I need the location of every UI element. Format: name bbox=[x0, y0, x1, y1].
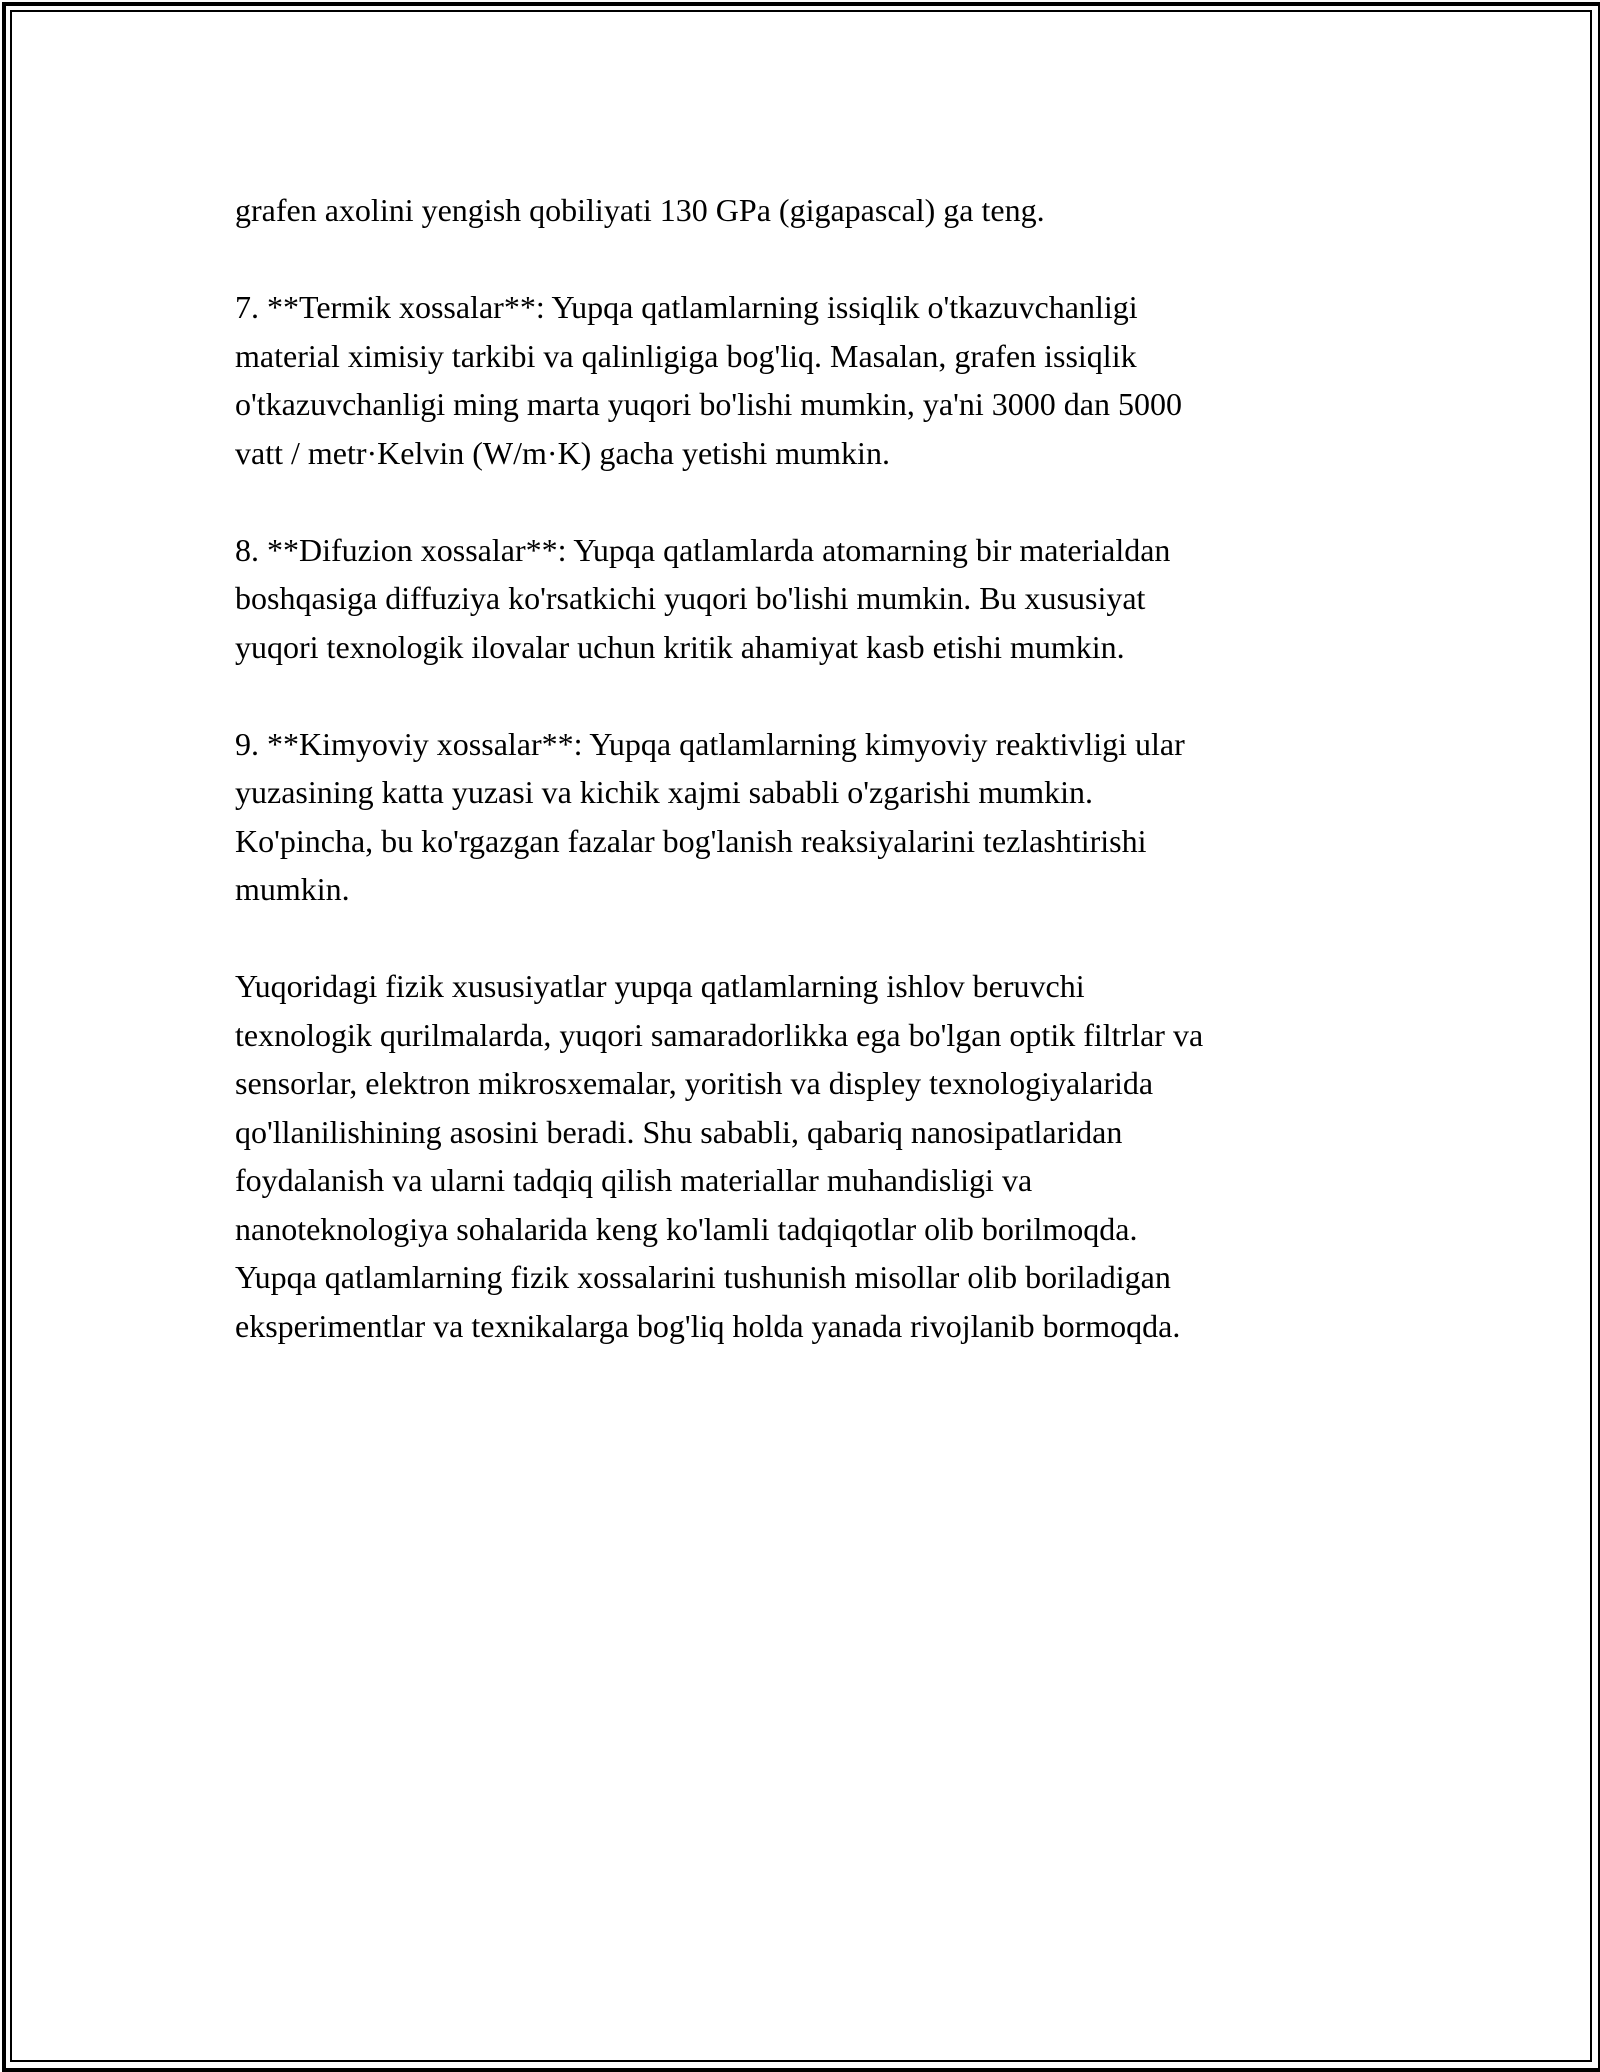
paragraph-chemical-properties: 9. **Kimyoviy xossalar**: Yupqa qatlamlarning kimyoviy reaktivligi ular yuzasining katta yuzasi va kichik xajmi sababli o'zgarishi mumkin. Ko'pincha, bu ko'rgazgan fazalar bog'lanish reaksiyalarini tezlashtirishi mumkin. bbox=[235, 725, 1185, 907]
paragraph-thermal-properties: 7. **Termik xossalar**: Yupqa qatlamlarning issiqlik o'tkazuvchanligi material ximisiy tarkibi va qalinligiga bog'liq. Masalan, grafen issiqlik o'tkazuvchanligi ming marta yuqori bo'lishi mumkin, ya'ni 3000 dan 5000 vatt / metr·Kelvin (W/m·K) gacha yetishi mumkin. bbox=[235, 289, 1182, 471]
paragraph-conclusion: Yuqoridagi fizik xususiyatlar yupqa qatlamlarning ishlov beruvchi texnologik qurilmalarda, yuqori samaradorlikka ega bo'lgan optik filtrlar va sensorlar, elektron mikrosxemalar, yoritish va displey texnologiyalarida qo'llanilishining asosini beradi. Shu sababli, qabariq nanosipatlaridan foydalanish va ularni tadqiq qilish materiallar muhandisligi va nanoteknologiya sohalarida keng ko'lamli tadqiqotlar olib borilmoqda. Yupqa qatlamlarning fizik xossalarini tushunish misollar olib boriladigan eksperimentlar va texnikalarga bog'liq holda yanada rivojlanib bormoqda. bbox=[235, 968, 1204, 1344]
document-body bbox=[235, 186, 1365, 1350]
paragraph-diffusion-properties: 8. **Difuzion xossalar**: Yupqa qatlamlarda atomarning bir materialdan boshqasiga diffuziya ko'rsatkichi yuqori bo'lishi mumkin. Bu xususiyat yuqori texnologik ilovalar uchun kritik ahamiyat kasb etishi mumkin. bbox=[235, 531, 1171, 665]
paragraph-graphene-strength: grafen axolini yengish qobiliyati 130 GPa (gigapascal) ga teng. bbox=[235, 192, 1045, 228]
